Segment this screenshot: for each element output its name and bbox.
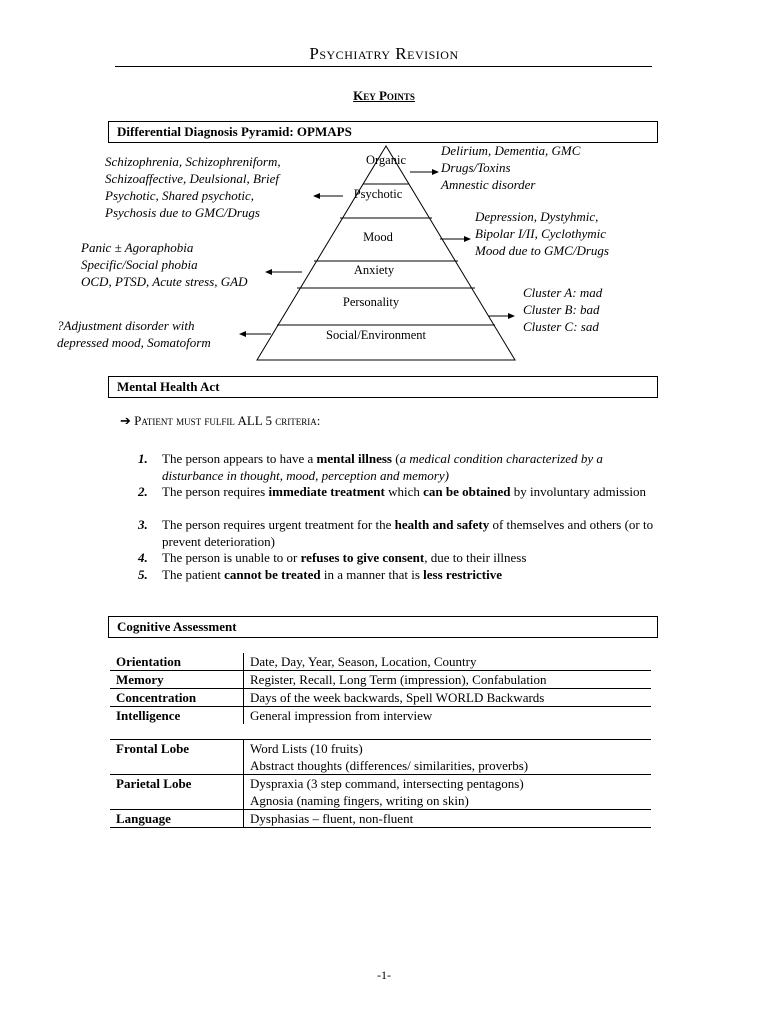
arrow-icon: ➔: [120, 413, 131, 428]
table-row: Concentration Days of the week backwards, Spell WORLD Backwards: [110, 689, 651, 707]
page-title: Psychiatry Revision: [309, 44, 459, 63]
level-mood: Mood: [363, 230, 393, 244]
mood-notes: Depression, Dystyhmic, Bipolar I/II, Cyclothymic Mood due to GMC/Drugs: [475, 209, 609, 258]
anxiety-notes: Panic ± Agoraphobia Specific/Social phobia OCD, PTSD, Acute stress, GAD: [81, 240, 248, 289]
mha-heading: Mental Health Act: [108, 376, 658, 398]
table-row: Parietal Lobe Dyspraxia (3 step command, intersecting pentagons) Agnosia (naming fingers, writing on skin): [110, 775, 651, 810]
level-psychotic: Psychotic: [353, 187, 403, 201]
level-social: Social/Environment: [326, 328, 426, 342]
organic-notes: Delirium, Dementia, GMC Drugs/Toxins Amnestic disorder: [441, 143, 581, 192]
social-notes: ?Adjustment disorder with depressed mood, Somatoform: [57, 318, 211, 350]
cognitive-heading: Cognitive Assessment: [108, 616, 658, 638]
table-row: Language Dysphasias – fluent, non-fluent: [110, 810, 651, 828]
page-number: -1-: [377, 968, 391, 982]
level-personality: Personality: [342, 295, 400, 309]
table-row: Intelligence General impression from interview: [110, 707, 651, 725]
mha-intro: ➔ Patient must fulfil ALL 5 criteria:: [120, 413, 321, 428]
level-anxiety: Anxiety: [353, 263, 395, 277]
cognitive-table-1: [110, 653, 651, 724]
table-row: Frontal Lobe Word Lists (10 fruits) Abstract thoughts (differences/ similarities, proverbs): [110, 740, 651, 775]
table-row: Memory Register, Recall, Long Term (impression), Confabulation: [110, 671, 651, 689]
level-organic: Organic: [365, 153, 407, 167]
personality-notes: Cluster A: mad Cluster B: bad Cluster C: sad: [523, 285, 603, 334]
pyramid-heading: Differential Diagnosis Pyramid: OPMAPS: [108, 121, 658, 143]
table-row: Orientation Date, Day, Year, Season, Location, Country: [110, 653, 651, 671]
page-subtitle: Key Points: [353, 88, 415, 103]
psychotic-notes: Schizophrenia, Schizophreniform, Schizoaffective, Deulsional, Brief Psychotic, Shared psychotic, Psychosis due to GMC/Drugs: [105, 154, 281, 220]
cognitive-table-2: [110, 739, 651, 828]
